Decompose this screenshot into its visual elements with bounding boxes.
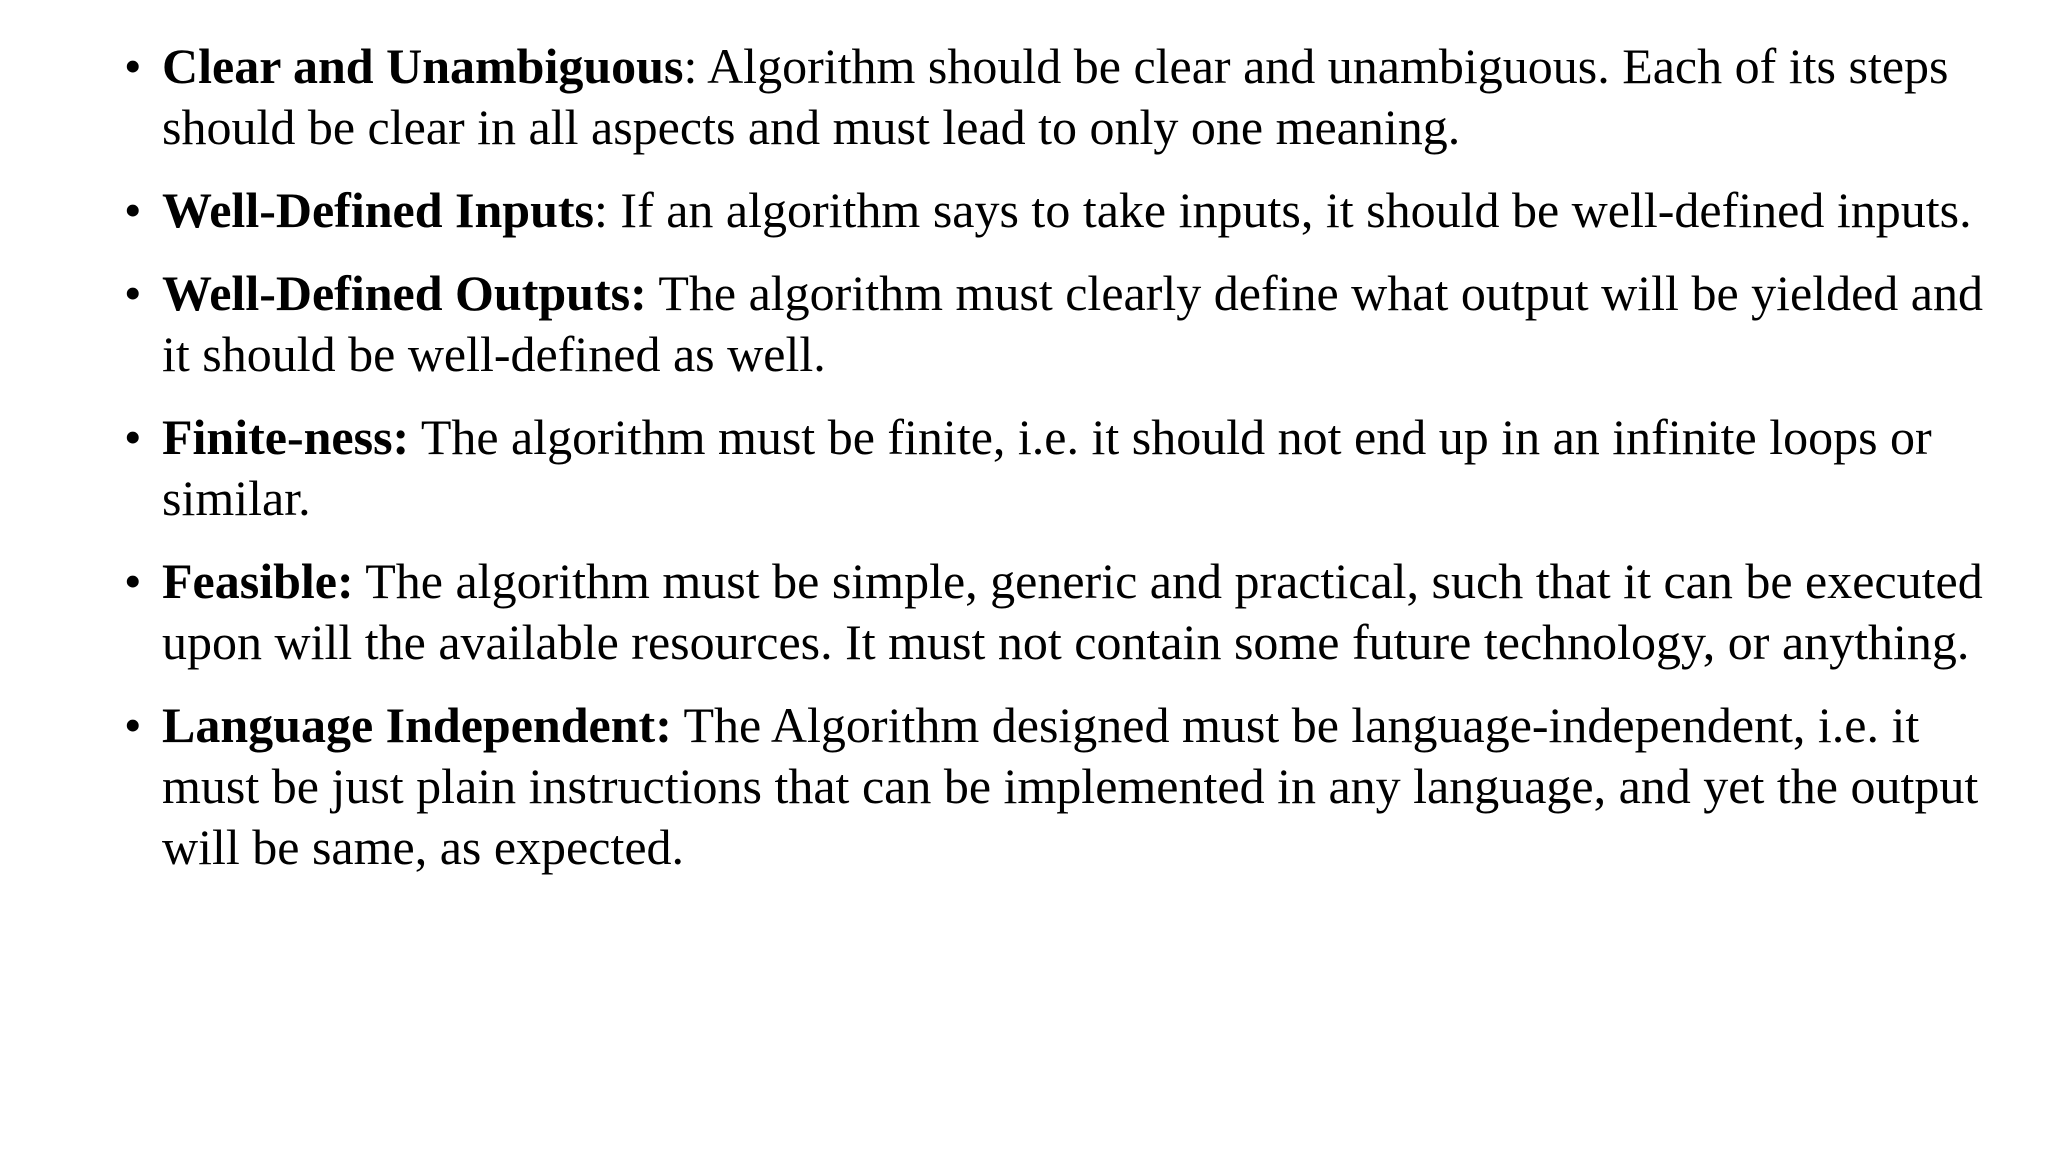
bullet-list xyxy=(118,36,1998,900)
bullet-item-well-defined-outputs xyxy=(118,263,1998,385)
bullet-separator xyxy=(409,409,421,465)
bullet-icon: • xyxy=(124,182,142,238)
bullet-text: The algorithm must clearly define what output will be yielded and it should be well-defined as well. xyxy=(162,265,1983,382)
bullet-separator: : xyxy=(683,38,708,94)
bullet-term: Finite-ness: xyxy=(162,409,410,465)
bullet-icon: • xyxy=(124,265,142,321)
bullet-item-feasible xyxy=(118,551,1998,673)
bullet-item-clear-and-unambiguous xyxy=(118,36,1998,158)
bullet-icon: • xyxy=(124,697,142,753)
bullet-term: Well-Defined Outputs: xyxy=(162,265,647,321)
bullet-icon: • xyxy=(124,38,142,94)
bullet-term: Clear and Unambiguous xyxy=(162,38,684,94)
bullet-text: Algorithm should be clear and unambiguous. Each of its steps should be clear in all aspects and must lead to only one meaning. xyxy=(162,38,1949,155)
bullet-text: The algorithm must be simple, generic and practical, such that it can be executed upon will the available resources. It must not contain some future technology, or anything. xyxy=(162,553,1983,670)
bullet-icon: • xyxy=(124,553,142,609)
bullet-item-language-independent xyxy=(118,695,1998,878)
bullet-text: If an algorithm says to take inputs, it should be well-defined inputs. xyxy=(620,182,1972,238)
bullet-item-finite-ness xyxy=(118,407,1998,529)
bullet-separator xyxy=(354,553,366,609)
bullet-text: The Algorithm designed must be language-independent, i.e. it must be just plain instructions that can be implemented in any language, and yet the output will be same, as expected. xyxy=(162,697,1979,875)
bullet-text: The algorithm must be finite, i.e. it should not end up in an infinite loops or similar. xyxy=(162,409,1932,526)
bullet-term: Well-Defined Inputs xyxy=(162,182,595,238)
bullet-term: Feasible: xyxy=(162,553,354,609)
bullet-term: Language Independent: xyxy=(162,697,672,753)
bullet-icon: • xyxy=(124,409,142,465)
bullet-item-well-defined-inputs xyxy=(118,180,1998,241)
bullet-separator: : xyxy=(594,182,621,238)
bullet-separator xyxy=(672,697,684,753)
bullet-separator xyxy=(647,265,659,321)
